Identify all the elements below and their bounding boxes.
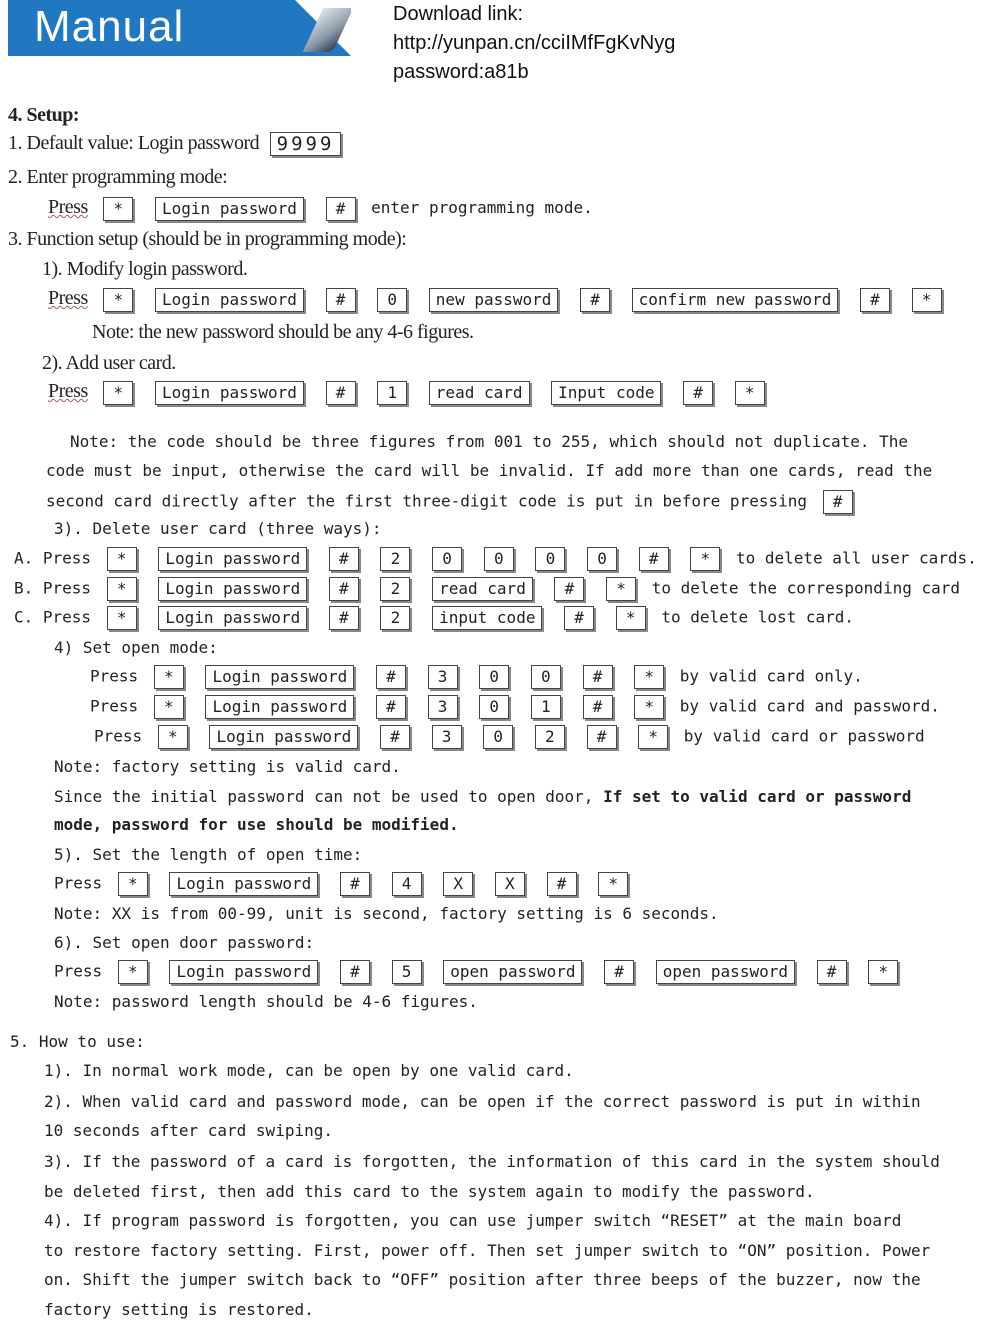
key-hash: # bbox=[376, 665, 406, 689]
key-star: * bbox=[912, 288, 942, 312]
key-hash: # bbox=[326, 197, 356, 221]
key-star: * bbox=[634, 695, 664, 719]
delete-way-a-label: A. Press bbox=[14, 548, 92, 568]
key-hash: # bbox=[554, 577, 584, 601]
key-hash: # bbox=[583, 665, 613, 689]
key-0: 0 bbox=[484, 547, 514, 571]
banner-title: Manual bbox=[34, 2, 185, 51]
key-confirm-new-password: confirm new password bbox=[632, 288, 839, 312]
key-hash: # bbox=[580, 288, 610, 312]
download-link[interactable]: http://yunpan.cn/cciIMfFgKvNyg bbox=[393, 32, 676, 54]
sub-add-card-keys bbox=[48, 380, 771, 405]
key-star: * bbox=[103, 381, 133, 405]
key-hash: # bbox=[639, 547, 669, 571]
key-star: * bbox=[154, 665, 184, 689]
step-function-setup: 3. Function setup (should be in programming mode): bbox=[8, 228, 407, 250]
delete-way-c bbox=[14, 606, 854, 630]
key-star: * bbox=[118, 872, 148, 896]
open-password-keys bbox=[54, 960, 904, 984]
key-new-password: new password bbox=[429, 288, 559, 312]
key-star: * bbox=[638, 725, 668, 749]
key-hash: # bbox=[564, 606, 594, 630]
open-mode-card-only-suffix: by valid card only. bbox=[679, 666, 863, 686]
key-login-password: Login password bbox=[158, 547, 307, 571]
key-hash: # bbox=[340, 872, 370, 896]
section-4-heading: 4. Setup: bbox=[8, 104, 80, 126]
press-label: Press bbox=[94, 726, 143, 746]
default-password-key: 9999 bbox=[270, 132, 342, 156]
key-x: X bbox=[443, 872, 473, 896]
use-step-3-line-1: 3). If the password of a card is forgotten, the information of this card in the system should bbox=[44, 1152, 940, 1171]
sub-open-mode-title: 4) Set open mode: bbox=[54, 638, 218, 657]
key-star: * bbox=[107, 577, 137, 601]
key-hash: # bbox=[340, 960, 370, 984]
key-hash: # bbox=[380, 725, 410, 749]
key-star: * bbox=[634, 665, 664, 689]
key-0: 0 bbox=[377, 288, 407, 312]
key-x: X bbox=[495, 872, 525, 896]
add-card-note-line-3 bbox=[46, 490, 859, 514]
key-login-password: Login password bbox=[169, 872, 318, 896]
download-password: password:a81b bbox=[393, 61, 529, 83]
key-star: * bbox=[118, 960, 148, 984]
add-card-note-line-1: Note: the code should be three figures from 001 to 255, which should not duplicate. The bbox=[70, 432, 909, 451]
step-enter-programming-keys bbox=[48, 196, 593, 221]
use-step-4-line-4: factory setting is restored. bbox=[44, 1300, 314, 1319]
delete-way-b bbox=[14, 577, 960, 601]
key-login-password: Login password bbox=[155, 197, 304, 221]
key-star: * bbox=[154, 695, 184, 719]
key-4: 4 bbox=[392, 872, 422, 896]
key-0: 0 bbox=[432, 547, 462, 571]
use-step-2-line-2: 10 seconds after card swiping. bbox=[44, 1121, 333, 1140]
press-label: Press bbox=[54, 961, 103, 981]
key-hash: # bbox=[823, 490, 853, 514]
open-mode-since-bold: If set to valid card or password bbox=[603, 787, 912, 806]
key-hash: # bbox=[326, 288, 356, 312]
enter-programming-suffix: enter programming mode. bbox=[371, 198, 593, 217]
key-2: 2 bbox=[535, 725, 565, 749]
use-step-4-line-2: to restore factory setting. First, power off. Then set jumper switch to “ON” position. Power bbox=[44, 1241, 931, 1260]
key-3: 3 bbox=[432, 725, 462, 749]
key-hash: # bbox=[329, 577, 359, 601]
use-step-1: 1). In normal work mode, can be open by one valid card. bbox=[44, 1061, 574, 1080]
key-0: 0 bbox=[479, 695, 509, 719]
open-mode-since-bold-2: mode, password for use should be modified. bbox=[54, 815, 459, 834]
sub-open-password-title: 6). Set open door password: bbox=[54, 933, 315, 952]
key-read-card: read card bbox=[432, 577, 533, 601]
use-step-4-line-3: on. Shift the jumper switch back to “OFF” position after three beeps of the buzzer, now the bbox=[44, 1270, 921, 1289]
press-label: Press bbox=[48, 287, 88, 309]
key-login-password: Login password bbox=[205, 665, 354, 689]
key-open-password: open password bbox=[656, 960, 795, 984]
key-star: * bbox=[690, 547, 720, 571]
open-mode-card-or-password-suffix: by valid card or password bbox=[683, 726, 925, 746]
step-enter-programming: 2. Enter programming mode: bbox=[8, 166, 228, 188]
key-hash: # bbox=[587, 725, 617, 749]
press-label: Press bbox=[90, 696, 139, 716]
press-label: Press bbox=[48, 196, 88, 218]
delete-way-c-label: C. Press bbox=[14, 607, 92, 627]
delete-way-a-suffix: to delete all user cards. bbox=[735, 548, 977, 568]
key-0: 0 bbox=[531, 665, 561, 689]
key-hash: # bbox=[860, 288, 890, 312]
open-time-keys bbox=[54, 872, 634, 896]
key-star: * bbox=[103, 197, 133, 221]
key-0: 0 bbox=[587, 547, 617, 571]
key-2: 2 bbox=[380, 606, 410, 630]
key-input-code: input code bbox=[432, 606, 542, 630]
open-mode-card-only bbox=[90, 665, 863, 689]
open-time-note: Note: XX is from 00-99, unit is second, factory setting is 6 seconds. bbox=[54, 904, 719, 923]
open-mode-card-or-password bbox=[94, 725, 925, 749]
key-hash: # bbox=[583, 695, 613, 719]
manual-banner bbox=[8, 0, 351, 56]
key-login-password: Login password bbox=[158, 577, 307, 601]
key-input-code: Input code bbox=[551, 381, 661, 405]
key-hash: # bbox=[376, 695, 406, 719]
key-star: * bbox=[598, 872, 628, 896]
delete-way-b-label: B. Press bbox=[14, 578, 92, 598]
key-2: 2 bbox=[380, 577, 410, 601]
key-star: * bbox=[735, 381, 765, 405]
key-open-password: open password bbox=[443, 960, 582, 984]
press-label: Press bbox=[54, 873, 103, 893]
sub-delete-title: 3). Delete user card (three ways): bbox=[54, 519, 382, 538]
open-mode-card-and-password-suffix: by valid card and password. bbox=[679, 696, 940, 716]
delete-way-c-suffix: to delete lost card. bbox=[661, 607, 855, 627]
press-label: Press bbox=[48, 380, 88, 402]
delete-way-b-suffix: to delete the corresponding card bbox=[651, 578, 960, 598]
open-mode-since bbox=[54, 787, 911, 806]
download-label: Download link: bbox=[393, 3, 524, 25]
use-step-3-line-2: be deleted first, then add this card to the system again to modify the password. bbox=[44, 1182, 815, 1201]
open-password-note: Note: password length should be 4-6 figures. bbox=[54, 992, 478, 1011]
download-info bbox=[393, 0, 675, 87]
key-0: 0 bbox=[479, 665, 509, 689]
use-step-2-line-1: 2). When valid card and password mode, can be open if the correct password is put in within bbox=[44, 1092, 921, 1111]
key-3: 3 bbox=[428, 695, 458, 719]
key-login-password: Login password bbox=[158, 606, 307, 630]
add-card-note-line-2: code must be input, otherwise the card will be invalid. If add more than one cards, read the bbox=[46, 461, 933, 480]
key-star: * bbox=[103, 288, 133, 312]
press-label: Press bbox=[90, 666, 139, 686]
open-mode-note: Note: factory setting is valid card. bbox=[54, 757, 401, 776]
key-login-password: Login password bbox=[155, 381, 304, 405]
step-default-value bbox=[8, 132, 347, 156]
key-star: * bbox=[606, 577, 636, 601]
key-read-card: read card bbox=[429, 381, 530, 405]
key-0: 0 bbox=[535, 547, 565, 571]
key-star: * bbox=[616, 606, 646, 630]
key-hash: # bbox=[604, 960, 634, 984]
sub-add-card-title: 2). Add user card. bbox=[42, 352, 176, 374]
key-star: * bbox=[868, 960, 898, 984]
key-2: 2 bbox=[380, 547, 410, 571]
key-login-password: Login password bbox=[155, 288, 304, 312]
key-1: 1 bbox=[531, 695, 561, 719]
key-3: 3 bbox=[428, 665, 458, 689]
key-1: 1 bbox=[377, 381, 407, 405]
key-0: 0 bbox=[483, 725, 513, 749]
key-login-password: Login password bbox=[209, 725, 358, 749]
add-card-note-text: second card directly after the first three-digit code is put in before pressing bbox=[46, 491, 807, 511]
key-hash: # bbox=[683, 381, 713, 405]
key-hash: # bbox=[326, 381, 356, 405]
sub-open-time-title: 5). Set the length of open time: bbox=[54, 845, 363, 864]
key-login-password: Login password bbox=[205, 695, 354, 719]
key-star: * bbox=[158, 725, 188, 749]
key-star: * bbox=[107, 547, 137, 571]
key-hash: # bbox=[329, 606, 359, 630]
sub-modify-title: 1). Modify login password. bbox=[42, 258, 248, 280]
key-5: 5 bbox=[392, 960, 422, 984]
key-hash: # bbox=[329, 547, 359, 571]
open-mode-card-and-password bbox=[90, 695, 940, 719]
key-hash: # bbox=[547, 872, 577, 896]
step-default-text: 1. Default value: Login password bbox=[8, 132, 260, 154]
key-login-password: Login password bbox=[169, 960, 318, 984]
key-hash: # bbox=[817, 960, 847, 984]
open-mode-since-text: Since the initial password can not be used to open door, bbox=[54, 787, 594, 806]
use-step-4-line-1: 4). If program password is forgotten, you can use jumper switch “RESET” at the main board bbox=[44, 1211, 902, 1230]
key-star: * bbox=[107, 606, 137, 630]
delete-way-a bbox=[14, 547, 977, 571]
sub-modify-note: Note: the new password should be any 4-6 figures. bbox=[92, 321, 474, 343]
section-5-heading: 5. How to use: bbox=[10, 1032, 145, 1051]
sub-modify-keys bbox=[48, 287, 948, 312]
